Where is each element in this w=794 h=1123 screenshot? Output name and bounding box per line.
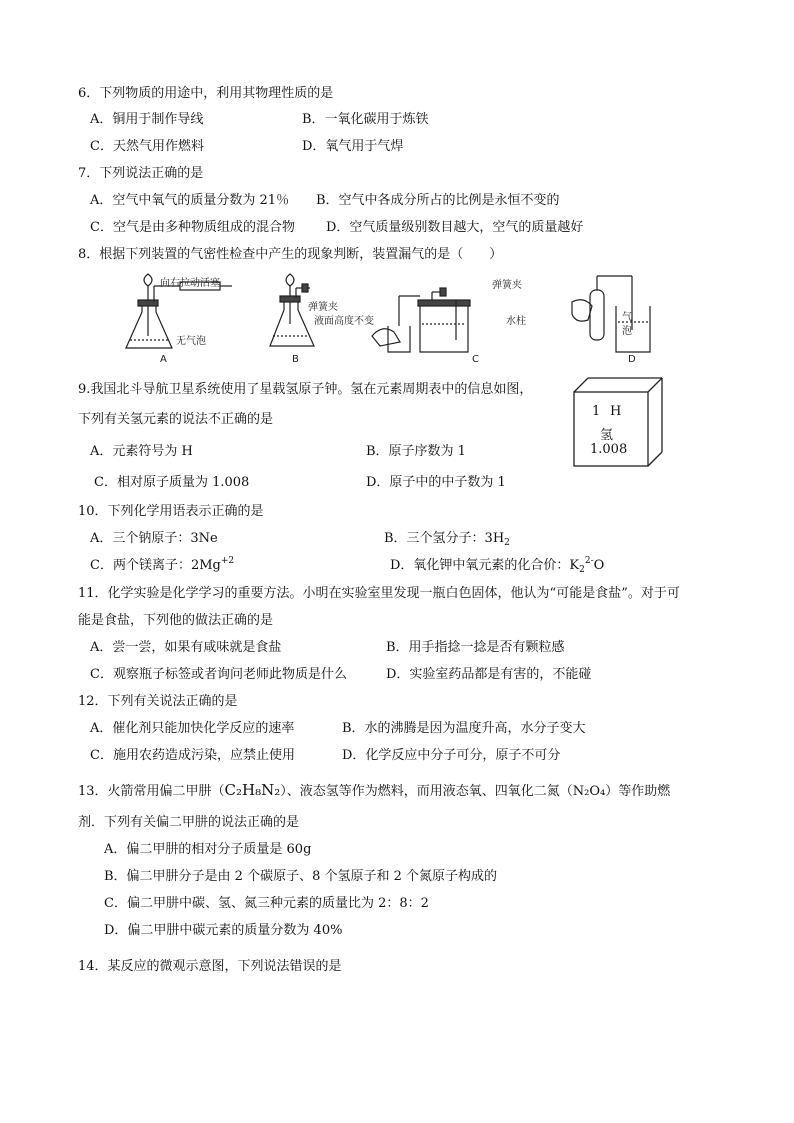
fig-d-label: D: [628, 354, 636, 365]
q7-option-d: D．空气质量级别数目越大，空气的质量越好: [326, 220, 584, 235]
fig-c-note2: 水柱: [506, 316, 526, 327]
q13-option-c: C．偏二甲肼中碳、氢、氮三种元素的质量比为 2：8：2: [104, 896, 429, 911]
q11-stem-line1: 11．化学实验是化学学习的重要方法。小明在实验室里发现一瓶白色固体，他认为“可能是食盐”。对于可: [78, 586, 680, 601]
element-symbol: H: [610, 404, 622, 419]
fig-b-note2: 液面高度不变: [314, 316, 374, 327]
q13-stem-line1: 13．火箭常用偏二甲肼（C₂H₈N₂）、液态氢等作为燃料，而用液态氧、四氧化二氮（N₂O₄）等作助燃: [78, 781, 671, 799]
q6-option-c: C．天然气用作燃料: [90, 139, 204, 154]
q7-option-b: B．空气中各成分所占的比例是永恒不变的: [316, 193, 560, 208]
element-mass: 1.008: [590, 442, 628, 457]
q10-option-c: C．两个镁离子：$2Mg^{+2}$: [90, 556, 235, 573]
q8-apparatus-figure: [120, 266, 660, 366]
element-number: 1: [592, 404, 601, 419]
fig-a-note2: 无气泡: [176, 336, 206, 347]
apparatus-d-icon: [572, 276, 650, 352]
q13-option-d: D．偏二甲肼中碳元素的质量分数为 40%: [104, 923, 343, 938]
q11-option-d: D．实验室药品都是有害的，不能碰: [386, 667, 592, 682]
q9-option-a: A．元素符号为 H: [90, 444, 193, 459]
q7-option-a: A．空气中氧气的质量分数为 21％: [90, 193, 290, 208]
element-name: 氢: [600, 428, 614, 443]
q6-stem: 6．下列物质的用途中，利用其物理性质的是: [78, 86, 334, 101]
fig-b-label: B: [292, 354, 299, 365]
q14-stem: 14．某反应的微观示意图，下列说法错误的是: [78, 959, 342, 974]
q12-option-c: C．施用农药造成污染，应禁止使用: [90, 748, 295, 763]
q10-stem: 10．下列化学用语表示正确的是: [78, 504, 264, 519]
q7-option-c: C．空气是由多种物质组成的混合物: [90, 220, 295, 235]
q9-option-d: D．原子中的中子数为 1: [366, 475, 506, 490]
q8-stem: 8．根据下列装置的气密性检查中产生的现象判断，装置漏气的是（ ）: [78, 247, 503, 262]
q6-option-b: B．一氧化碳用于炼铁: [302, 112, 429, 127]
q12-stem: 12．下列有关说法正确的是: [78, 694, 238, 709]
q6-option-d: D．氧气用于气焊: [302, 139, 404, 154]
fig-d-note1: 气: [622, 312, 632, 323]
q10-option-d: D．氧化钾中氧元素的化合价：$K_2^{2-}O$: [390, 556, 605, 575]
fig-c-label: C: [472, 354, 479, 365]
q9-stem-line1: 9.我国北斗导航卫星系统使用了星载氢原子钟。氢在元素周期表中的信息如图，: [78, 382, 533, 397]
q13-option-a: A．偏二甲肼的相对分子质量是 60g: [104, 842, 312, 857]
q11-option-b: B．用手指捻一捻是否有颗粒感: [386, 640, 565, 655]
q9-option-b: B．原子序数为 1: [366, 444, 466, 459]
q11-option-c: C．观察瓶子标签或者询问老师此物质是什么: [90, 667, 347, 682]
fig-a-note1: 向右拉动活塞: [160, 278, 220, 289]
q10-option-b: B．三个氢分子：$3H_2$: [384, 531, 510, 548]
fig-d-note2: 泡: [622, 326, 632, 337]
fig-b-note1: 弹簧夹: [308, 302, 338, 313]
q9-stem-line2: 下列有关氢元素的说法不正确的是: [78, 412, 274, 427]
q7-stem: 7．下列说法正确的是: [78, 166, 204, 181]
q6-option-a: A．铜用于制作导线: [90, 112, 204, 127]
q10-option-a: A．三个钠原子：3Ne: [90, 531, 218, 546]
q12-option-a: A．催化剂只能加快化学反应的速率: [90, 721, 295, 736]
q13-stem-line2: 剂．下列有关偏二甲肼的说法正确的是: [78, 815, 300, 830]
apparatus-c-icon: [372, 288, 470, 352]
q11-stem-line2: 能是食盐，下列他的做法正确的是: [78, 613, 274, 628]
fig-a-label: A: [160, 354, 167, 365]
q13-option-b: B．偏二甲肼分子是由 2 个碳原子、8 个氢原子和 2 个氮原子构成的: [104, 869, 498, 884]
q9-option-c: C．相对原子质量为 1.008: [94, 475, 250, 490]
q12-option-d: D．化学反应中分子可分，原子不可分: [342, 748, 561, 763]
q12-option-b: B．水的沸腾是因为温度升高，水分子变大: [342, 721, 586, 736]
q11-option-a: A．尝一尝，如果有咸味就是食盐: [90, 640, 282, 655]
fig-c-note1: 弹簧夹: [492, 280, 522, 291]
